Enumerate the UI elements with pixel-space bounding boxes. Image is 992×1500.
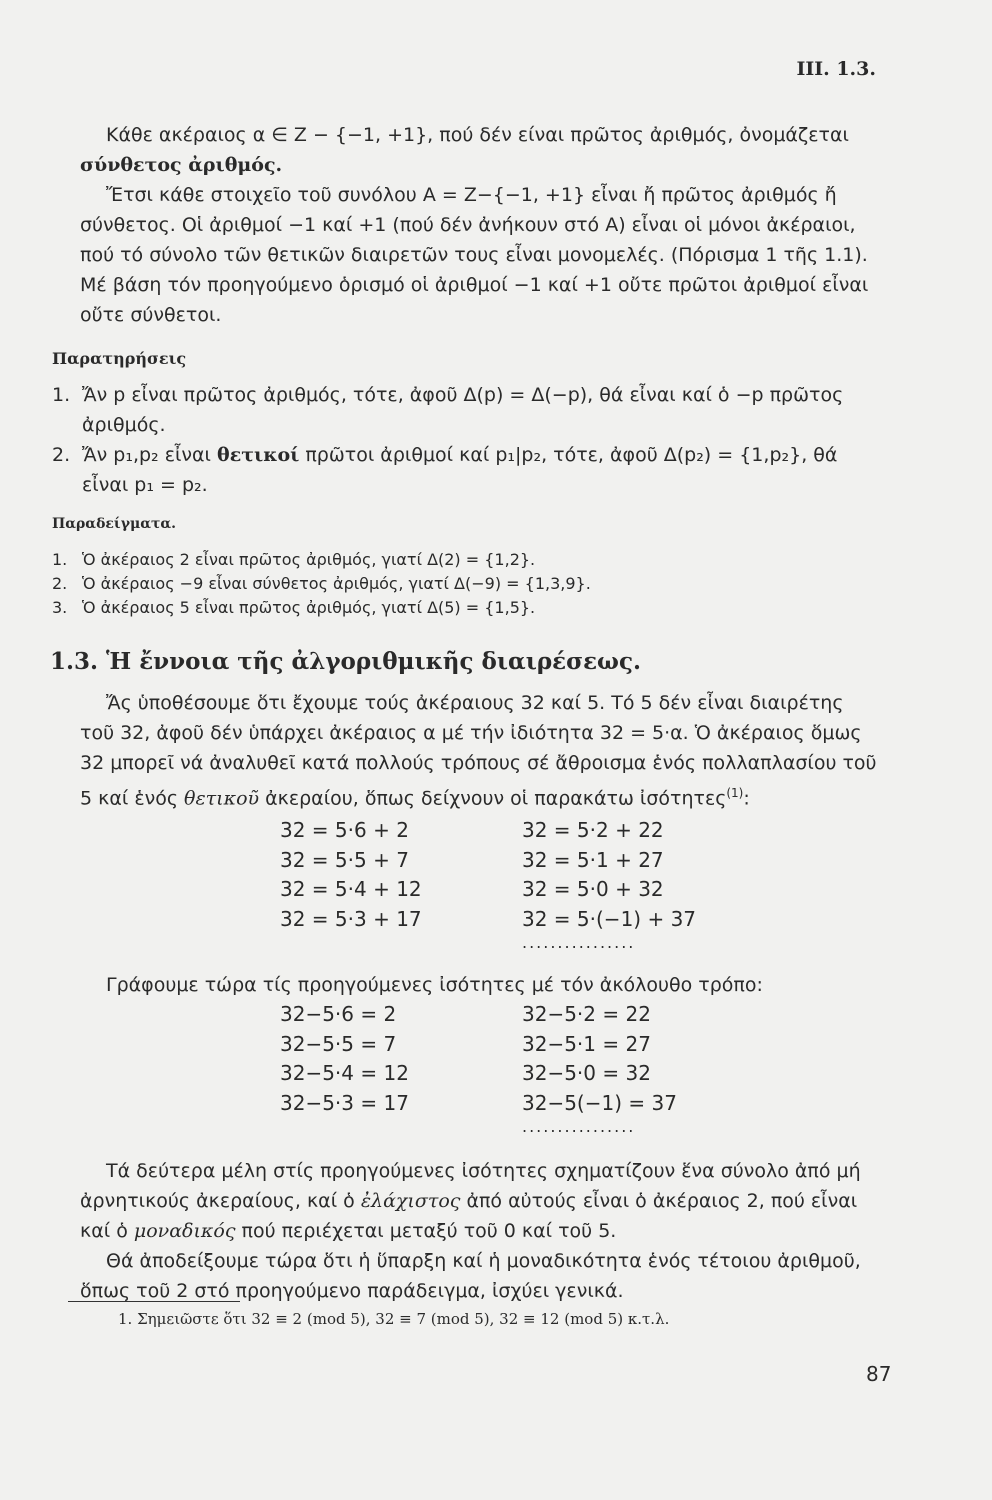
section-heading: 1.3. Ἡ ἔννοια τῆς ἀλγοριθμικῆς διαιρέσεως. (50, 648, 641, 675)
examples-section (52, 512, 880, 620)
ellipsis-dots: ................ (522, 1117, 636, 1136)
equations-left-column (280, 816, 422, 934)
ellipsis-dots: ................ (522, 933, 636, 952)
example-item (52, 596, 880, 620)
remark-item (52, 440, 880, 500)
equation: 32−5·0 = 32 (522, 1061, 651, 1085)
paragraph-text: ἀπό αὐτούς εἶναι ὁ ἀκέραιος 2, πού εἶναι καί ὁ (80, 1190, 858, 1242)
equation: 32 = 5·1 + 27 (522, 847, 664, 872)
section-paragraph-1 (80, 688, 880, 813)
example-text: Ὁ ἀκέραιος −9 εἶναι σύνθετος ἀριθμός, γιατί Δ(−9) = {1,3,9}. (82, 574, 591, 593)
example-text: Ὁ ἀκέραιος 2 εἶναι πρῶτος ἀριθμός, γιατί Δ(2) = {1,2}. (82, 550, 536, 569)
equations-left-column-2 (280, 1000, 409, 1118)
section-paragraph-2: Γράφουμε τώρα τίς προηγούμενες ἰσότητες μέ τόν ἀκόλουθο τρόπο: (106, 974, 763, 996)
remark-item (52, 380, 880, 440)
footnote: 1. Σημειῶστε ὅτι 32 ≡ 2 (mod 5), 32 ≡ 7 (mod 5), 32 ≡ 12 (mod 5) κ.τ.λ. (118, 1310, 670, 1328)
remark-text-part: Ἄν p₁,p₂ εἶναι (82, 444, 218, 466)
examples-title: Παραδείγματα. (52, 516, 177, 532)
composite-definition (80, 120, 880, 180)
example-item (52, 572, 880, 596)
equation: 32 = 5·5 + 7 (280, 847, 409, 872)
equation: 32 = 5·6 + 2 (280, 818, 409, 842)
remark-text-part: πρῶτοι ἀριθμοί καί p₁|p₂, τότε, ἀφοῦ Δ(p₂) = {1,p₂}, θά εἶναι p₁ = p₂. (82, 444, 838, 496)
example-item (52, 548, 880, 572)
equation: 32−5·1 = 27 (522, 1031, 651, 1056)
italic-word: θετικοῦ (184, 787, 260, 810)
example-number: 3. (52, 598, 68, 617)
page-number: 87 (866, 1362, 892, 1386)
equation: 32−5·6 = 2 (280, 1002, 397, 1026)
italic-word: μοναδικός (133, 1220, 236, 1242)
remark-text (82, 440, 880, 500)
paragraph-text: Ἄς ὑποθέσουμε ὅτι ἔχουμε τούς ἀκέραιους 32 καί 5. Τό 5 δέν εἶναι διαιρέτης τοῦ 32, ἀφοῦ δέν ὑπάρχει ἀκέραιος α μέ τήν ἰδιότητα 32 = 5·α. Ὁ ἀκέραιος ὅμως 32 μπορεῖ νά ἀναλυθεῖ κατά πολλούς τρόπους σέ ἄθροισμα ἑνός πολλαπλασίου τοῦ 5 καί ἑνός (80, 692, 877, 810)
paragraph-text: ἀκεραίου, ὅπως δείχνουν οἱ παρακάτω ἰσότητες (259, 787, 727, 810)
remark-number: 2. (52, 444, 71, 466)
footnote-rule (68, 1301, 240, 1302)
definition-text: Κάθε ακέραιος α ∈ Z − {−1, +1}, πού δέν είναι πρῶτος ἀριθμός, ὀνομάζεται (106, 124, 849, 146)
remark-number: 1. (52, 384, 71, 406)
remarks-title: Παρατηρήσεις (52, 349, 187, 368)
paragraph-text: πού περιέχεται μεταξύ τοῦ 0 καί τοῦ 5. (235, 1220, 617, 1242)
intro-paragraph: Ἔτσι κάθε στοιχεῖο τοῦ συνόλου A = Z−{−1, +1} εἶναι ἤ πρῶτος ἀριθμός ἤ σύνθετος. Οἱ ἀριθμοί −1 καί +1 (πού δέν ἀνήκουν στό A) εἶναι οἱ μόνοι ἀκέραιοι, πού τό σύνολο τῶν θετικῶν διαιρετῶν τους εἶναι μονομελές. (Πόρισμα 1 τῆς 1.1). Μέ βάση τόν προηγούμενο ὁρισμό οἱ ἀριθμοί −1 καί +1 οὔτε πρῶτοι ἀριθμοί εἶναι οὔτε σύνθετοι. (80, 184, 869, 326)
equation: 32 = 5·4 + 12 (280, 877, 422, 901)
remark-text: Ἄν p εἶναι πρῶτος ἀριθμός, τότε, ἀφοῦ Δ(p) = Δ(−p), θά εἶναι καί ὁ −p πρῶτος ἀριθμός. (82, 384, 844, 436)
paragraph-text: : (743, 787, 750, 810)
equation: 32−5(−1) = 37 (522, 1090, 677, 1115)
equation: 32−5·4 = 12 (280, 1061, 409, 1085)
example-number: 1. (52, 550, 68, 569)
equations-right-column-2 (522, 1000, 677, 1136)
italic-word: ἐλάχιστος (360, 1190, 461, 1212)
equation: 32−5·5 = 7 (280, 1031, 397, 1056)
remarks-section (52, 344, 880, 500)
paragraph-text: Τά δεύτερα μέλη στίς προηγούμενες ἰσότητες σχηματίζουν ἕνα σύνολο ἀπό μή ἀρνητικούς ἀκεραίους, καί ὁ (80, 1160, 861, 1212)
equation: 32 = 5·0 + 32 (522, 877, 664, 901)
remark-bold-word: θετικοί (217, 444, 300, 466)
footnote-ref[interactable]: (1) (726, 786, 744, 800)
equation: 32−5·2 = 22 (522, 1002, 651, 1026)
definition-term: σύνθετος ἀριθμός. (80, 154, 283, 176)
equation: 32 = 5·(−1) + 37 (522, 906, 697, 931)
section-paragraph-4: Θά ἀποδείξουμε τώρα ὅτι ἡ ὕπαρξη καί ἡ μοναδικότητα ἑνός τέτοιου ἀριθμοῦ, ὅπως τοῦ 2 στό προηγούμενο παράδειγμα, ἰσχύει γενικά. (80, 1250, 861, 1302)
example-text: Ὁ ἀκέραιος 5 εἶναι πρῶτος ἀριθμός, γιατί Δ(5) = {1,5}. (82, 598, 536, 617)
equation: 32 = 5·2 + 22 (522, 818, 664, 842)
equation: 32 = 5·3 + 17 (280, 906, 422, 931)
equations-right-column (522, 816, 696, 952)
section-paragraph-3 (80, 1156, 880, 1246)
running-header: III. 1.3. (796, 58, 876, 80)
example-number: 2. (52, 574, 68, 593)
equation: 32−5·3 = 17 (280, 1090, 409, 1115)
